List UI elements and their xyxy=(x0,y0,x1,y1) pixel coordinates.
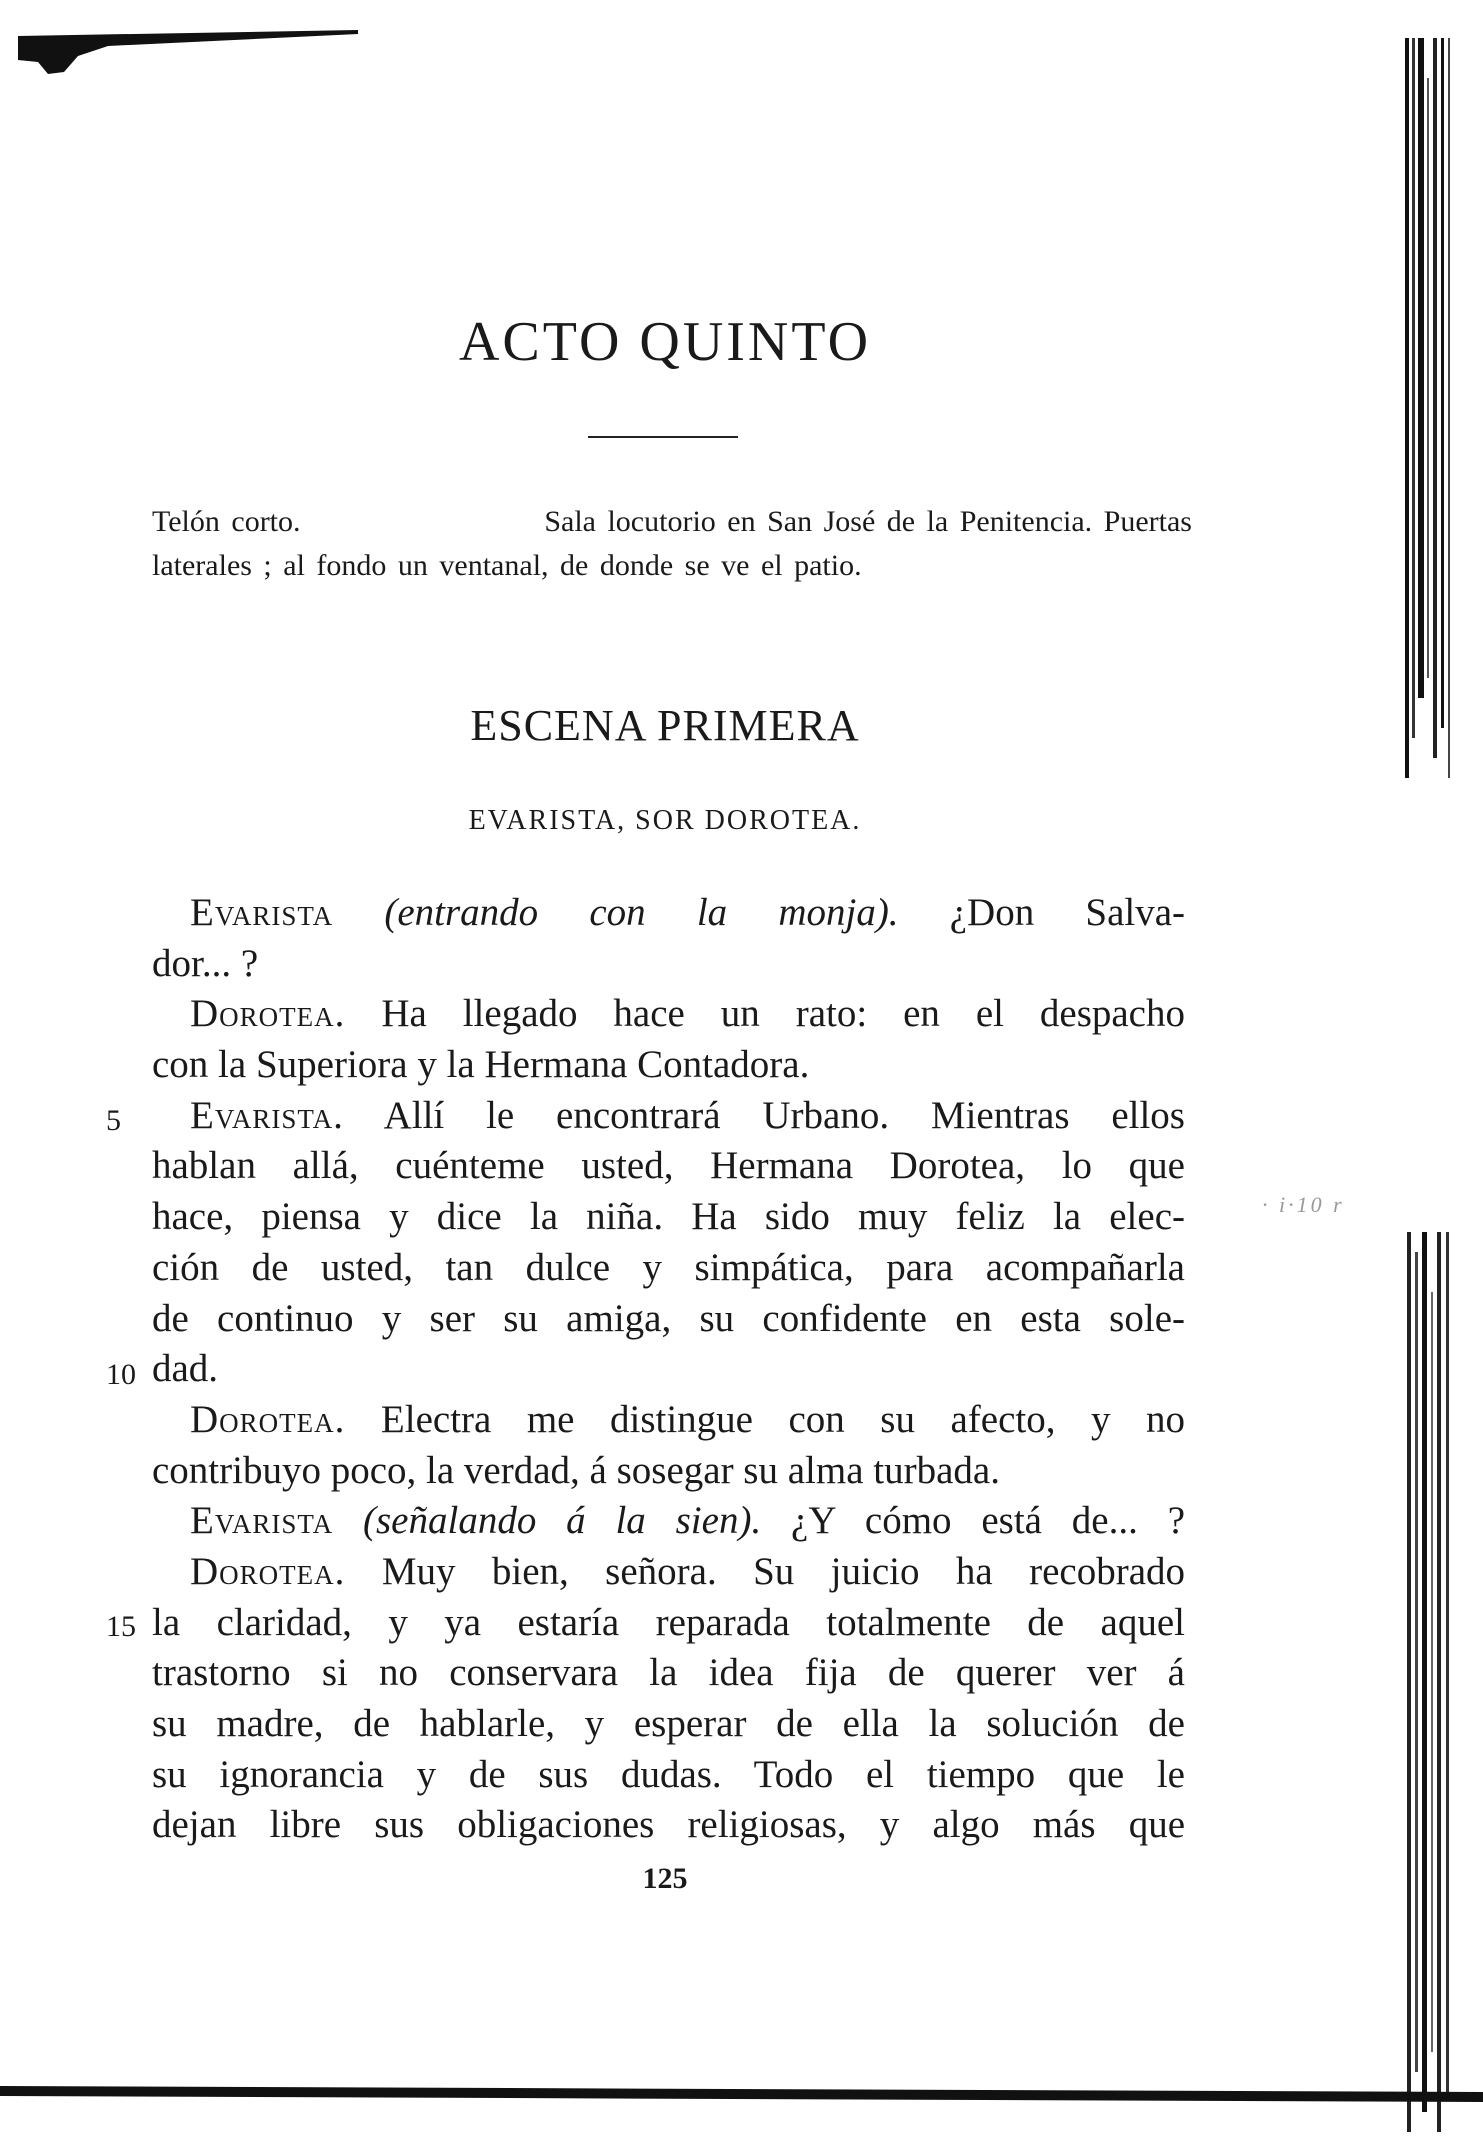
dialogue-line xyxy=(152,1446,1185,1497)
scan-smudge-top xyxy=(18,26,358,86)
dialogue-line xyxy=(152,1496,1185,1547)
speaker-name: Dorotea. xyxy=(190,1549,346,1593)
dialogue-text: dejan libre sus obligaciones religiosas, y algo más que xyxy=(152,1803,1185,1847)
scan-edge-bottom xyxy=(1403,1232,1455,2132)
dialogue-line xyxy=(152,1750,1185,1801)
dialogue-text: Muy bien, señora. Su juicio ha recobrado xyxy=(381,1549,1185,1593)
dialogue-text: hablan allá, cuénteme usted, Hermana Dorotea, lo que xyxy=(152,1144,1185,1188)
dialogue-line xyxy=(152,1091,1185,1142)
dialogue-text: Ha llegado hace un rato: en el despacho xyxy=(381,992,1185,1036)
dialogue-line xyxy=(152,1192,1185,1243)
dialogue-text: su madre, de hablarle, y esperar de ella la solución de xyxy=(152,1702,1185,1745)
dialogue-text: ción de usted, tan dulce y simpática, para acompañarla xyxy=(152,1245,1185,1289)
dialogue-line xyxy=(152,1344,1185,1395)
speaker-name: Evarista. xyxy=(190,1093,344,1137)
dialogue-text: trastorno si no conservara la idea fija de querer ver á xyxy=(152,1651,1185,1695)
dialogue-line xyxy=(152,1395,1185,1446)
margin-mark: · i·10 r xyxy=(1262,1192,1345,1217)
dialogue-line xyxy=(152,1800,1185,1851)
dialogue-text: Allí le encontrará Urbano. Mientras ellos xyxy=(383,1093,1185,1137)
stage-direction-line-2: laterales ; al fondo un ventanal, de donde se ve el patio. xyxy=(152,549,862,582)
stage-note: (entrando con la monja). xyxy=(384,891,899,934)
scan-edge-bottom-bar xyxy=(0,2082,1483,2104)
scan-edge-top xyxy=(1403,38,1455,778)
dialogue-text: la claridad, y ya estaría reparada totalmente de aquel xyxy=(152,1600,1185,1644)
line-number-10: 10 xyxy=(106,1358,136,1391)
dialogue-text: con la Superiora y la Hermana Contadora. xyxy=(152,1043,810,1087)
dialogue-line xyxy=(152,1040,1185,1091)
dialogue-text: Electra me distingue con su afecto, y no xyxy=(380,1397,1186,1441)
act-title: ACTO QUINTO xyxy=(458,311,872,373)
stage-direction xyxy=(152,500,1192,588)
dialogue-text: dor... ? xyxy=(152,941,259,985)
character-list: EVARISTA, SOR DOROTEA. xyxy=(468,805,862,836)
dialogue-text: su ignorancia y de sus dudas. Todo el tiempo que le xyxy=(152,1752,1185,1796)
dialogue-text: de continuo y ser su amiga, su confidente en esta sole- xyxy=(152,1296,1185,1340)
dialogue-line xyxy=(152,939,1185,990)
dialogue-body xyxy=(152,888,1185,1851)
line-number-5: 5 xyxy=(106,1104,121,1137)
dialogue-text: dad. xyxy=(152,1347,219,1391)
dialogue-line xyxy=(152,1294,1185,1345)
dialogue-line xyxy=(152,1243,1185,1294)
title-rule xyxy=(588,436,738,438)
dialogue-line xyxy=(152,1547,1185,1598)
dialogue-line xyxy=(152,888,1185,939)
stage-direction-lead: Telón corto. xyxy=(152,505,301,538)
speaker-name: Dorotea. xyxy=(190,1397,346,1441)
dialogue-text: ¿Y cómo está de... ? xyxy=(791,1499,1185,1543)
dialogue-line xyxy=(152,1648,1185,1699)
dialogue-text: hace, piensa y dice la niña. Ha sido muy feliz la elec- xyxy=(152,1195,1185,1239)
dialogue-line xyxy=(152,1699,1185,1750)
dialogue-line xyxy=(152,989,1185,1040)
stage-direction-line-1 xyxy=(152,500,1192,544)
dialogue-text: ¿Don Salva- xyxy=(949,891,1186,934)
speaker-name: Evarista xyxy=(190,1499,334,1543)
speaker-name: Dorotea. xyxy=(190,992,346,1036)
speaker-name: Evarista xyxy=(190,891,334,934)
dialogue-line xyxy=(152,1141,1185,1192)
dialogue-line xyxy=(152,1598,1185,1649)
stage-direction-rest: Sala locutorio en San José de la Penitencia. Puertas xyxy=(544,505,1192,538)
line-number-15: 15 xyxy=(106,1610,136,1643)
stage-note: (señalando á la sien). xyxy=(363,1499,762,1543)
scene-title: ESCENA PRIMERA xyxy=(470,701,860,750)
page-number: 125 xyxy=(642,1862,688,1895)
dialogue-text: contribuyo poco, la verdad, á sosegar su alma turbada. xyxy=(152,1448,1000,1492)
